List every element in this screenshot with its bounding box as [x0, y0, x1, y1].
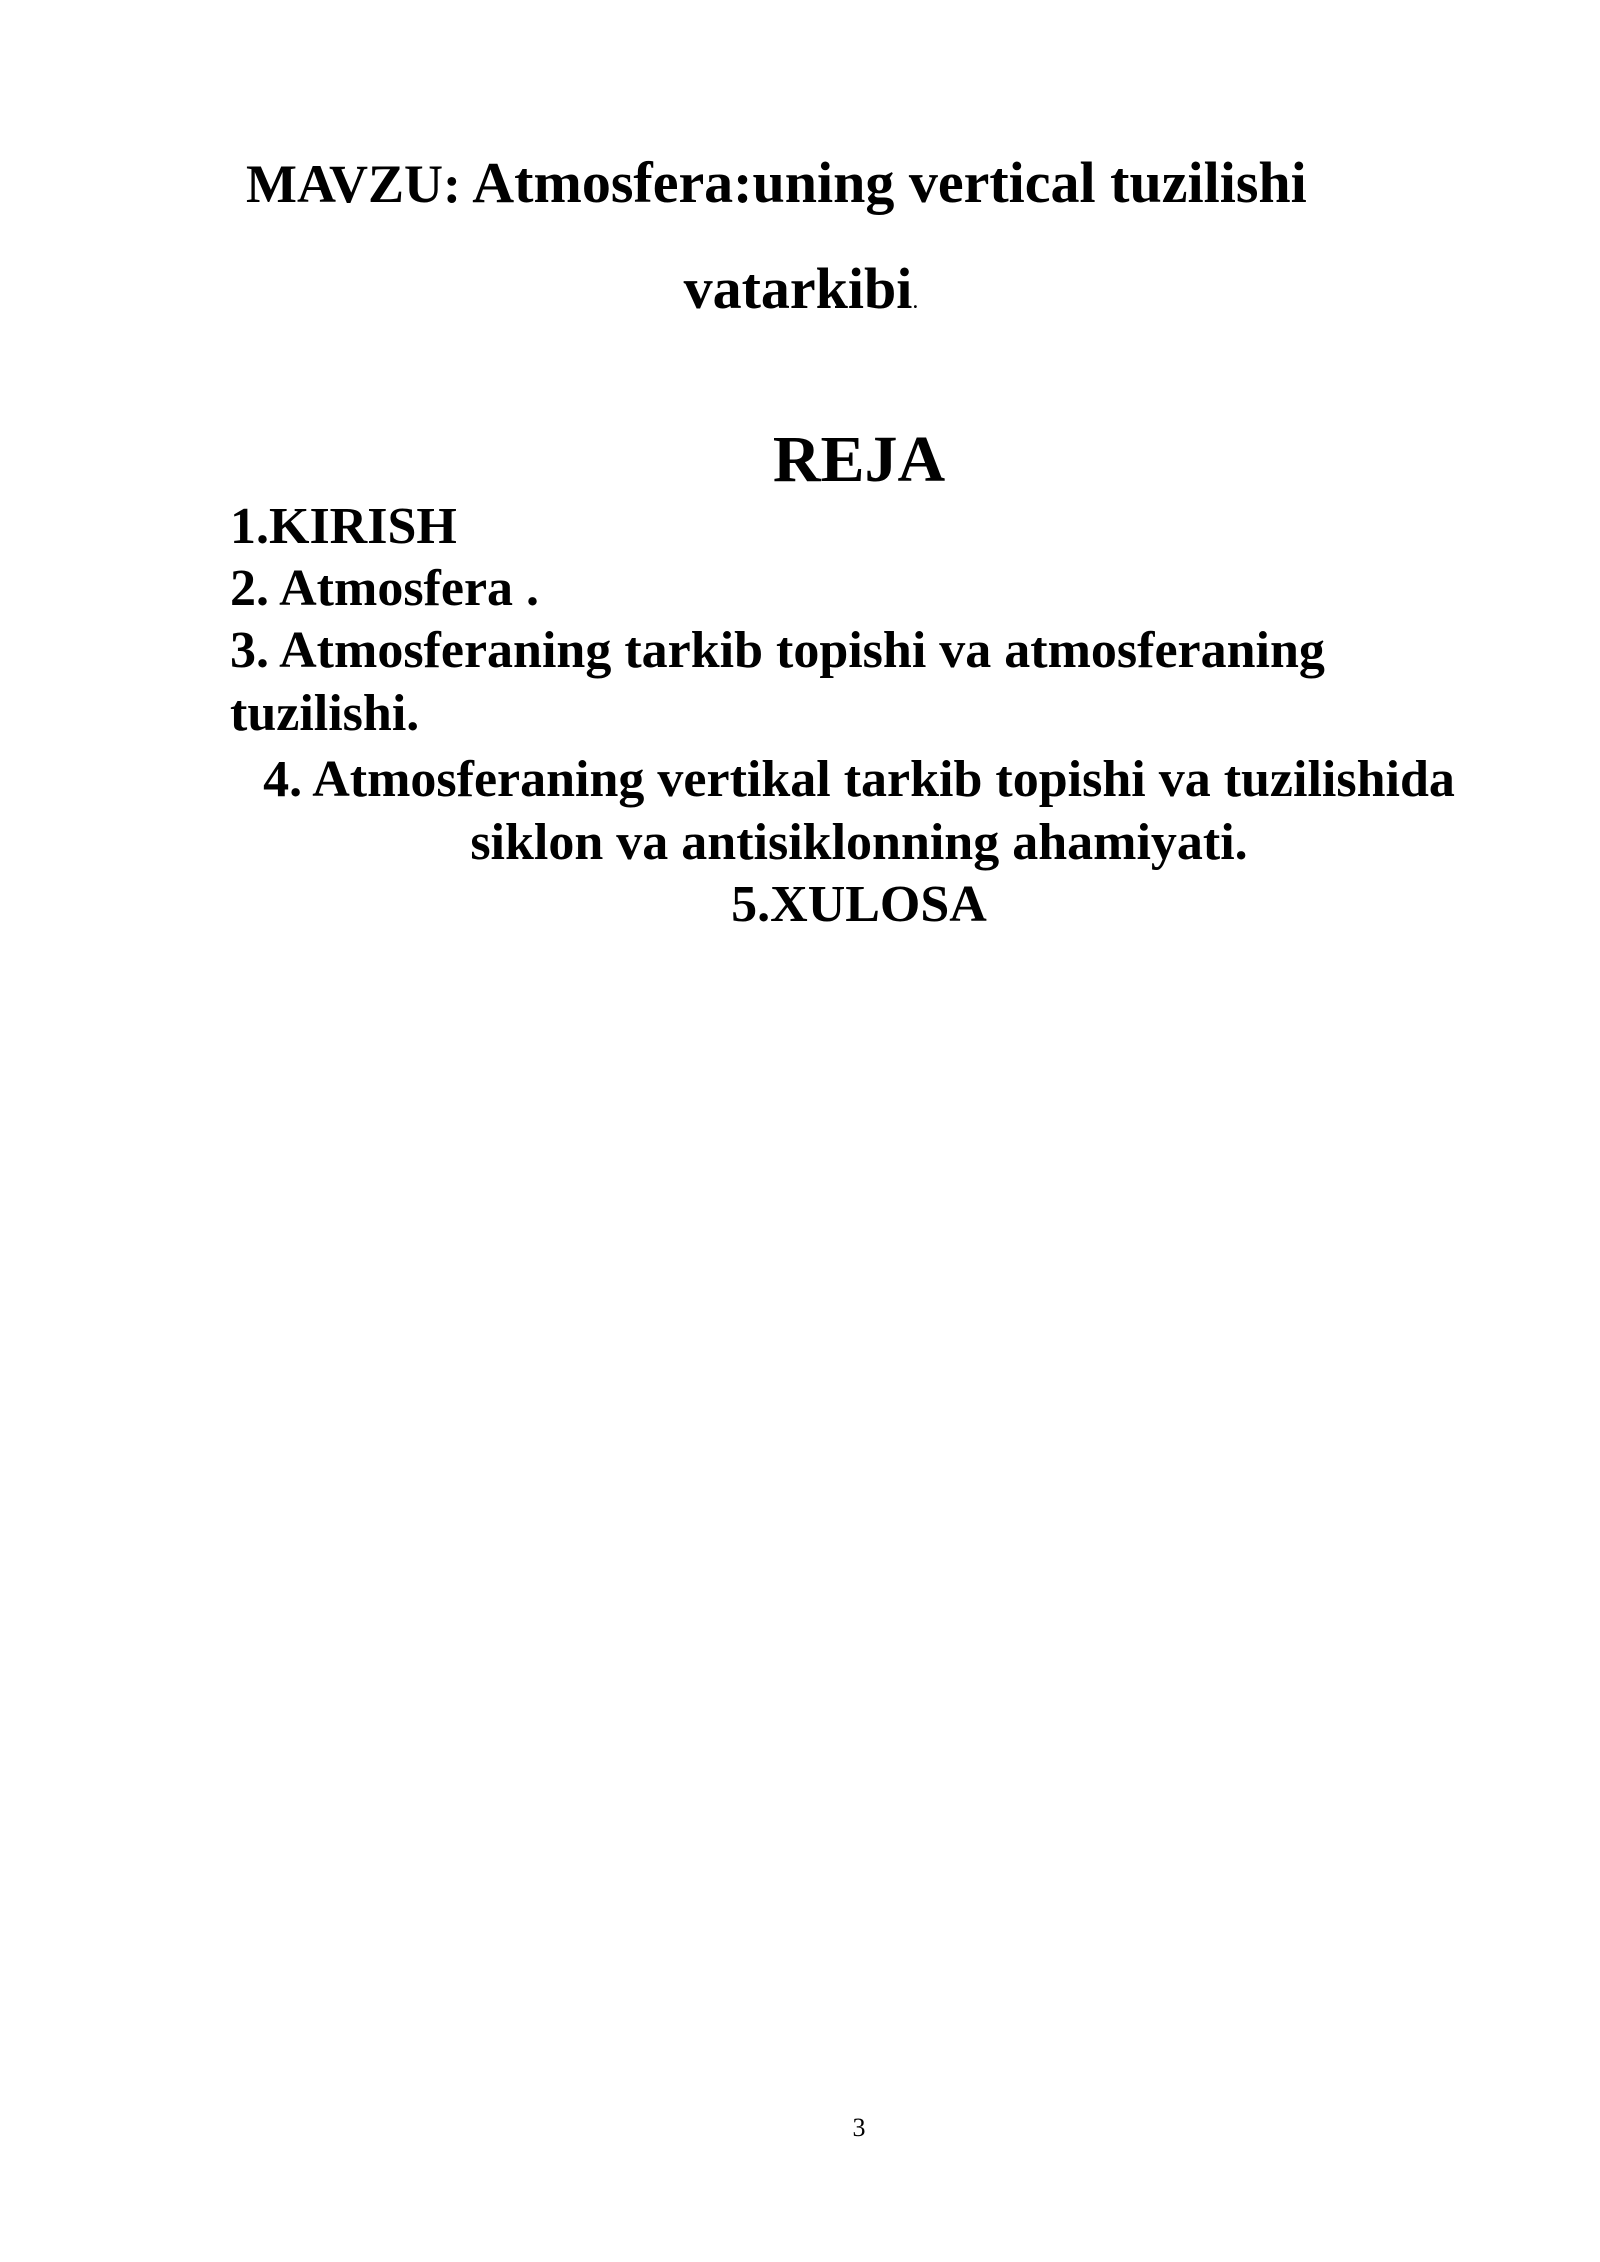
plan-item-composition-continued: tuzilishi. — [230, 685, 420, 742]
plan-item-cyclones-continued: siklon va antisiklonning ahamiyati. — [470, 814, 1248, 871]
plan-heading: REJA — [772, 423, 946, 496]
document-title-line-2 — [0, 254, 1600, 336]
plan-item-introduction: 1.KIRISH — [230, 498, 457, 555]
plan-item-conclusion: 5.XULOSA — [731, 876, 987, 933]
title-prefix: MAVZU: — [246, 154, 461, 214]
plan-item-cyclones: 4. Atmosferaning vertikal tarkib topishi va tuzilishida — [263, 751, 1455, 808]
plan-item-atmosphere: 2. Atmosfera . — [230, 560, 540, 617]
title-text-line-2: vatarkibi — [683, 256, 913, 321]
document-title-line-1 — [246, 148, 1307, 219]
plan-item-composition: 3. Atmosferaning tarkib topishi va atmosferaning — [230, 622, 1325, 679]
title-suffix: . — [912, 288, 919, 314]
page-number: 3 — [852, 2113, 866, 2142]
title-text-line-1: Atmosfera:uning vertical tuzilishi — [461, 150, 1307, 215]
